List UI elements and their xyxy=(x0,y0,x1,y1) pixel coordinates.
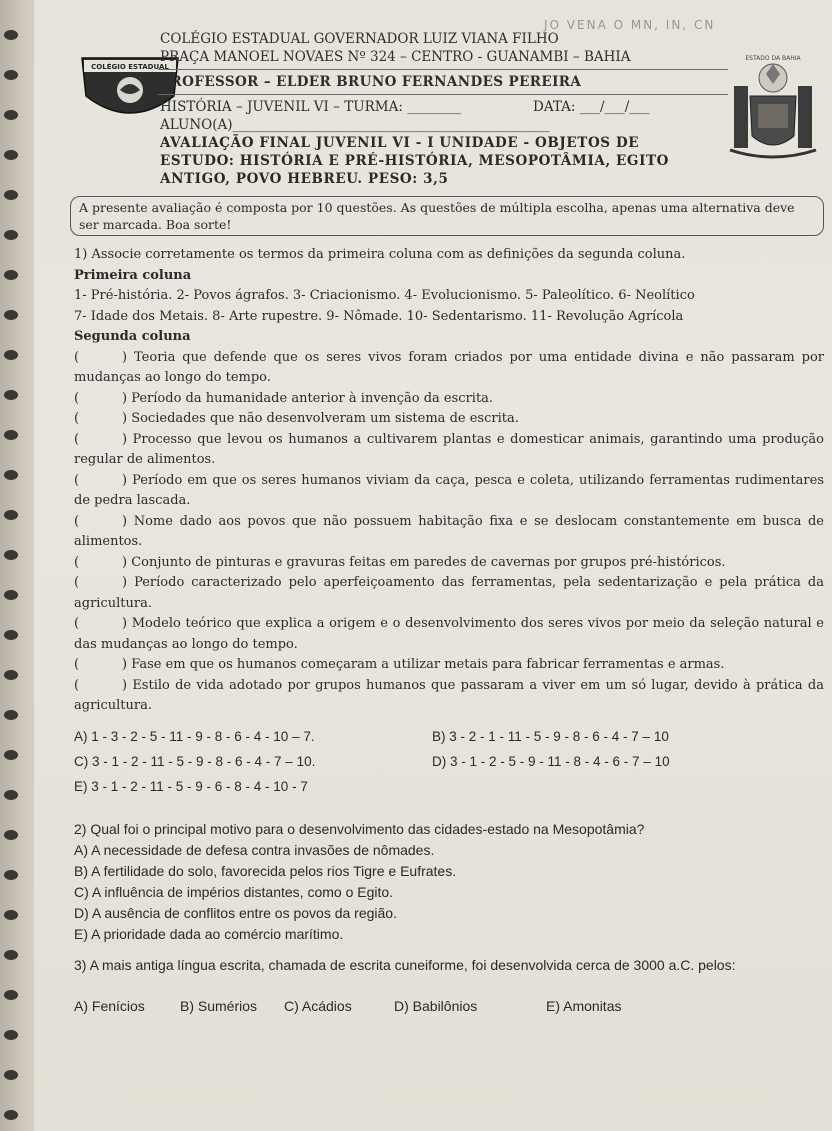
binding-hole xyxy=(4,830,18,840)
first-column-terms: 7- Idade dos Metais. 8- Arte rupestre. 9- Nômade. 10- Sedentarismo. 11- Revolução Agrícola xyxy=(74,308,684,324)
binding-hole xyxy=(4,350,18,360)
definition-item: ( ) Teoria que defende que os seres vivos foram criados por uma entidade divina e não passaram por mudanças ao longo do tempo. xyxy=(74,349,824,385)
answer-blank[interactable]: ( xyxy=(74,616,80,631)
option-b[interactable]: B) 3 - 2 - 1 - 11 - 5 - 9 - 8 - 6 - 4 - 7 – 10 xyxy=(432,728,669,744)
date-field[interactable]: DATA: ___/___/___ xyxy=(533,99,650,115)
option-b[interactable]: B) Sumérios xyxy=(180,997,258,1014)
teacher-name: PROFESSOR – ELDER BRUNO FERNANDES PEREIRA xyxy=(160,74,582,90)
school-name: COLÉGIO ESTADUAL GOVERNADOR LUIZ VIANA FILHO xyxy=(160,31,559,47)
first-column-terms: 1- Pré-história. 2- Povos ágrafos. 3- Criacionismo. 4- Evolucionismo. 5- Paleolítico. 6- Neolítico xyxy=(74,288,695,303)
option-a[interactable]: A) 1 - 3 - 2 - 5 - 11 - 9 - 8 - 6 - 4 - 10 – 7. xyxy=(74,728,315,744)
definition-item: ( ) Nome dado aos povos que não possuem habitação fixa e se deslocam constantemente em busca de alimentos. xyxy=(74,513,824,549)
option-c[interactable]: C) Acádios xyxy=(284,997,352,1014)
binding-hole xyxy=(4,550,18,560)
binding-hole xyxy=(4,990,18,1000)
question-3-options xyxy=(74,996,824,1026)
handwritten-scribble: JO VENA O MN, IN, CN xyxy=(544,18,716,32)
exam-title-line: AVALIAÇÃO FINAL JUVENIL VI - I UNIDADE - OBJETOS DE xyxy=(160,135,640,151)
definition-item: ( ) Estilo de vida adotado por grupos humanos que passaram a viver em um só lugar, devido à prática da agricultura. xyxy=(74,677,824,713)
question-1-options xyxy=(74,727,824,807)
definition-item: ( ) Período em que os seres humanos viviam da caça, pesca e coleta, utilizando ferramentas rudimentares de pedra lascada. xyxy=(74,472,824,508)
binding-hole xyxy=(4,1030,18,1040)
definition-item: ( ) Período da humanidade anterior à invenção da escrita. xyxy=(74,389,824,410)
answer-blank[interactable]: ( xyxy=(74,431,80,447)
question-1-prompt: 1) Associe corretamente os termos da primeira coluna com as definições da segunda coluna. xyxy=(74,247,686,262)
binding-hole xyxy=(4,910,18,920)
binding-hole xyxy=(4,150,18,160)
option-d[interactable]: D) Babilônios xyxy=(394,997,478,1014)
answer-blank[interactable]: ( xyxy=(74,575,80,590)
answer-blank[interactable]: ( xyxy=(74,472,80,488)
option-a[interactable]: A) A necessidade de defesa contra invasões de nômades. xyxy=(74,841,435,858)
option-d[interactable]: D) A ausência de conflitos entre os povos da região. xyxy=(74,904,397,921)
svg-text:ESTADO DA BAHIA: ESTADO DA BAHIA xyxy=(745,55,801,62)
definition-item: ( ) Sociedades que não desenvolveram um sistema de escrita. xyxy=(74,409,824,430)
first-column-title: Primeira coluna xyxy=(74,267,192,283)
binding-hole xyxy=(4,270,18,280)
binding-hole xyxy=(4,190,18,200)
binding-hole xyxy=(4,870,18,880)
option-e[interactable]: E) 3 - 1 - 2 - 11 - 5 - 9 - 6 - 8 - 4 - 10 - 7 xyxy=(74,778,308,794)
exam-page xyxy=(34,0,832,1131)
definition-item: ( ) Modelo teórico que explica a origem e o desenvolvimento dos seres vivos por meio da seleção natural e das mudanças ao longo do tempo. xyxy=(74,616,824,652)
binding-hole xyxy=(4,470,18,480)
question-2-prompt: 2) Qual foi o principal motivo para o desenvolvimento das cidades-estado na Mesopotâmia? xyxy=(74,820,645,837)
school-address: PRAÇA MANOEL NOVAES Nº 324 – CENTRO - GUANAMBI – BAHIA xyxy=(160,49,631,65)
option-d[interactable]: D) 3 - 1 - 2 - 5 - 9 - 11 - 8 - 4 - 6 - 7 – 10 xyxy=(432,753,670,769)
exam-content xyxy=(74,245,824,1026)
option-e[interactable]: E) Amonitas xyxy=(546,997,622,1014)
definition-item: ( ) Período caracterizado pelo aperfeiçoamento das ferramentas, pela sedentarização e pela prática da agricultura. xyxy=(74,575,824,611)
answer-blank[interactable]: ( xyxy=(74,554,80,570)
exam-title-line: ESTUDO: HISTÓRIA E PRÉ-HISTÓRIA, MESOPOTÂMIA, EGITO xyxy=(160,153,669,169)
answer-blank[interactable]: ( xyxy=(74,677,80,693)
class-date-row xyxy=(158,98,728,116)
binding-hole xyxy=(4,1070,18,1080)
option-b[interactable]: B) A fertilidade do solo, favorecida pelos rios Tigre e Eufrates. xyxy=(74,862,457,879)
question-3 xyxy=(74,955,824,976)
divider xyxy=(158,94,728,95)
question-2 xyxy=(74,819,824,945)
exam-header xyxy=(158,30,728,188)
binding-hole xyxy=(4,790,18,800)
divider xyxy=(158,69,728,70)
binding-hole xyxy=(4,750,18,760)
binding-hole xyxy=(4,950,18,960)
binding-hole xyxy=(4,230,18,240)
student-name-field[interactable]: ALUNO(A)_______________________________________________ xyxy=(160,117,550,133)
definition-item: ( ) Processo que levou os humanos a cultivarem plantas e domesticar animais, garantindo uma produção regular de alimentos. xyxy=(74,431,824,467)
second-column-title: Segunda coluna xyxy=(74,329,191,344)
option-c[interactable]: C) A influência de impérios distantes, como o Egito. xyxy=(74,883,394,900)
state-crest-icon xyxy=(724,52,822,164)
binding-hole xyxy=(4,390,18,400)
binding-hole xyxy=(4,430,18,440)
exam-title-line: ANTIGO, POVO HEBREU. PESO: 3,5 xyxy=(160,171,449,187)
binding-hole xyxy=(4,710,18,720)
binding-hole xyxy=(4,70,18,80)
binding-hole xyxy=(4,110,18,120)
definition-item: ( ) Fase em que os humanos começaram a utilizar metais para fabricar ferramentas e armas. xyxy=(74,655,824,676)
option-a[interactable]: A) Fenícios xyxy=(74,997,145,1014)
option-c[interactable]: C) 3 - 1 - 2 - 11 - 5 - 9 - 8 - 6 - 4 - 7 – 10. xyxy=(74,753,316,769)
answer-blank[interactable]: ( xyxy=(74,390,80,406)
question-3-prompt: 3) A mais antiga língua escrita, chamada de escrita cuneiforme, foi desenvolvida cerca de 3000 a.C. pelos: xyxy=(74,956,736,973)
definition-item: ( ) Conjunto de pinturas e gravuras feitas em paredes de cavernas por grupos pré-históricos. xyxy=(74,553,824,574)
binding-hole xyxy=(4,1110,18,1120)
binding-hole xyxy=(4,310,18,320)
answer-blank[interactable]: ( xyxy=(74,657,80,672)
binding-hole xyxy=(4,510,18,520)
svg-text:COLÉGIO ESTADUAL: COLÉGIO ESTADUAL xyxy=(91,63,169,71)
binding-hole xyxy=(4,590,18,600)
instructions-box: A presente avaliação é composta por 10 questões. As questões de múltipla escolha, apenas uma alternativa deve ser marcada. Boa sorte! xyxy=(70,196,824,236)
answer-blank[interactable]: ( xyxy=(74,513,80,529)
binding-hole xyxy=(4,670,18,680)
binding-hole xyxy=(4,30,18,40)
answer-blank[interactable]: ( xyxy=(74,349,80,365)
answer-blank[interactable]: ( xyxy=(74,411,80,426)
class-field[interactable]: HISTÓRIA – JUVENIL VI – TURMA: ________ xyxy=(160,99,462,115)
binding-hole xyxy=(4,630,18,640)
exam-title xyxy=(158,134,728,188)
option-e[interactable]: E) A prioridade dada ao comércio marítimo. xyxy=(74,925,344,942)
